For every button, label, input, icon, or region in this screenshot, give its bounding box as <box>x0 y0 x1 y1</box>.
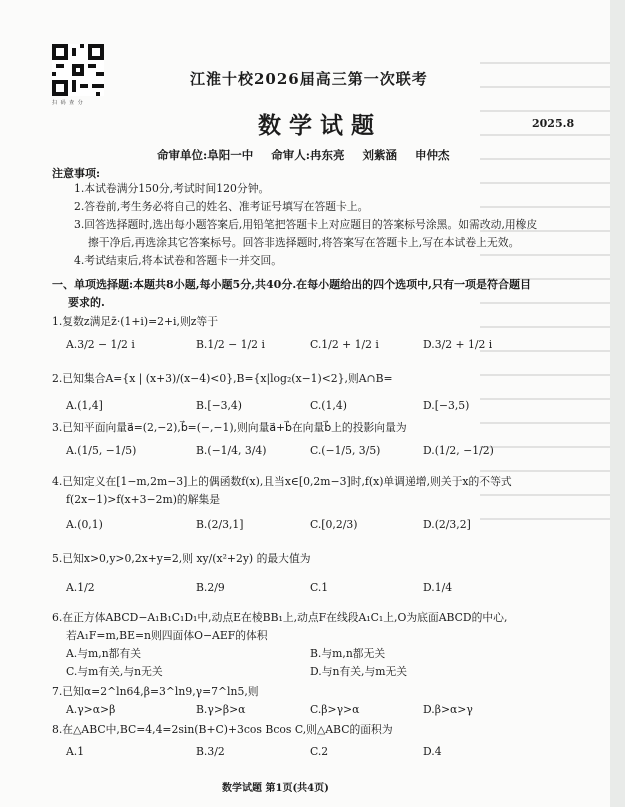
q1-option-b: B.1/2 − 1/2 i <box>196 338 265 351</box>
question-8: 8.在△ABC中,BC=4,4=2sin(B+C)+3cos Bcos C,则△ABC的面积为 <box>52 723 393 736</box>
q4-option-b: B.(2/3,1] <box>196 518 244 531</box>
question-4: 4.已知定义在[1−m,2m−3]上的偶函数f(x),且当x∈[0,2m−3]时,f(x)单调递增,则关于x的不等式 <box>52 475 512 488</box>
question-3: 3.已知平面向量a⃗=(2,−2),b⃗=(−,−1),则向量a⃗+b⃗在向量b⃗上的投影向量为 <box>52 421 407 434</box>
qr-code[interactable] <box>52 44 104 96</box>
q1-option-a: A.3/2 − 1/2 i <box>66 338 135 351</box>
author-1: 命审人:冉东亮 <box>271 148 345 162</box>
note-3: 3.回答选择题时,选出每小题答案后,用铅笔把答题卡上对应题目的答案标号涂黑。如需改动,用橡皮 <box>74 218 538 231</box>
q2-option-d: D.[−3,5) <box>423 399 470 412</box>
q6-option-d: D.与n有关,与m无关 <box>310 665 408 678</box>
question-5: 5.已知x>0,y>0,2x+y=2,则 xy/(x²+2y) 的最大值为 <box>52 552 311 565</box>
q1-option-c: C.1/2 + 1/2 i <box>310 338 379 351</box>
q2-option-c: C.(1,4) <box>310 399 347 412</box>
q3-option-a: A.(1/5, −1/5) <box>66 444 137 457</box>
note-2: 2.答卷前,考生务必将自己的姓名、准考证号填写在答题卡上。 <box>74 200 369 213</box>
section-heading: 一、单项选择题:本题共8小题,每小题5分,共40分.在每小题给出的四个选项中,只有一项是符合题目 <box>52 278 531 291</box>
q8-option-c: C.2 <box>310 745 329 758</box>
author-unit: 命审单位:阜阳一中 <box>157 148 254 162</box>
question-6-cont: 若A₁F=m,BE=n则四面体O−AEF的体积 <box>66 629 268 642</box>
note-1: 1.本试卷满分150分,考试时间120分钟。 <box>74 182 270 195</box>
q4-option-c: C.[0,2/3) <box>310 518 358 531</box>
q4-option-a: A.(0,1) <box>66 518 103 531</box>
note-3-cont: 擦干净后,再选涂其它答案标号。回答非选择题时,将答案写在答题卡上,写在本试卷上无效。 <box>88 236 520 249</box>
page-footer: 数学试题 第1页(共4页) <box>222 783 329 794</box>
q6-option-a: A.与m,n都有关 <box>66 647 142 660</box>
q5-option-a: A.1/2 <box>66 581 95 594</box>
q7-option-d: D.β>α>γ <box>423 703 473 716</box>
q8-option-b: B.3/2 <box>196 745 225 758</box>
notes-title: 注意事项: <box>52 167 101 180</box>
q2-option-b: B.[−3,4) <box>196 399 243 412</box>
q5-option-d: D.1/4 <box>423 581 453 594</box>
q6-option-c: C.与m有关,与n无关 <box>66 665 163 678</box>
q7-option-b: B.γ>β>α <box>196 703 246 716</box>
q7-option-a: A.γ>α>β <box>66 703 116 716</box>
q5-option-b: B.2/9 <box>196 581 225 594</box>
exam-header: 江淮十校2026届高三第一次联考 <box>190 70 428 88</box>
q3-option-b: B.(−1/4, 3/4) <box>196 444 267 457</box>
question-6: 6.在正方体ABCD−A₁B₁C₁D₁中,动点E在棱BB₁上,动点F在线段A₁C₁上,O为底面ABCD的中心, <box>52 611 508 624</box>
q3-option-c: C.(−1/5, 3/5) <box>310 444 381 457</box>
question-4-cont: f(2x−1)>f(x+3−2m)的解集是 <box>66 493 221 506</box>
q1-option-d: D.3/2 + 1/2 i <box>423 338 493 351</box>
q3-option-d: D.(1/2, −1/2) <box>423 444 494 457</box>
author-3: 申仲杰 <box>415 148 450 162</box>
q8-option-d: D.4 <box>423 745 442 758</box>
qr-caption: 扫 码 查 分 <box>52 100 84 106</box>
question-7: 7.已知α=2^ln64,β=3^ln9,γ=7^ln5,则 <box>52 685 259 698</box>
q8-option-a: A.1 <box>66 745 85 758</box>
note-4: 4.考试结束后,将本试卷和答题卡一并交回。 <box>74 254 283 267</box>
q7-option-c: C.β>γ>α <box>310 703 360 716</box>
question-1: 1.复数z满足z̄·(1+i)=2+i,则z等于 <box>52 315 219 328</box>
exam-date: 2025.8 <box>532 117 575 130</box>
authors <box>157 147 468 163</box>
section-heading-cont: 要求的. <box>68 296 105 309</box>
q4-option-d: D.(2/3,2] <box>423 518 471 531</box>
question-2: 2.已知集合A={x | (x+3)/(x−4)<0},B={x|log₂(x−1)<2},则A∩B= <box>52 372 393 385</box>
q6-option-b: B.与m,n都无关 <box>310 647 386 660</box>
q5-option-c: C.1 <box>310 581 329 594</box>
author-2: 刘紫涵 <box>362 148 397 162</box>
q2-option-a: A.(1,4] <box>66 399 103 412</box>
page-edge <box>610 0 625 807</box>
page-title: 数学试题 <box>258 112 382 139</box>
